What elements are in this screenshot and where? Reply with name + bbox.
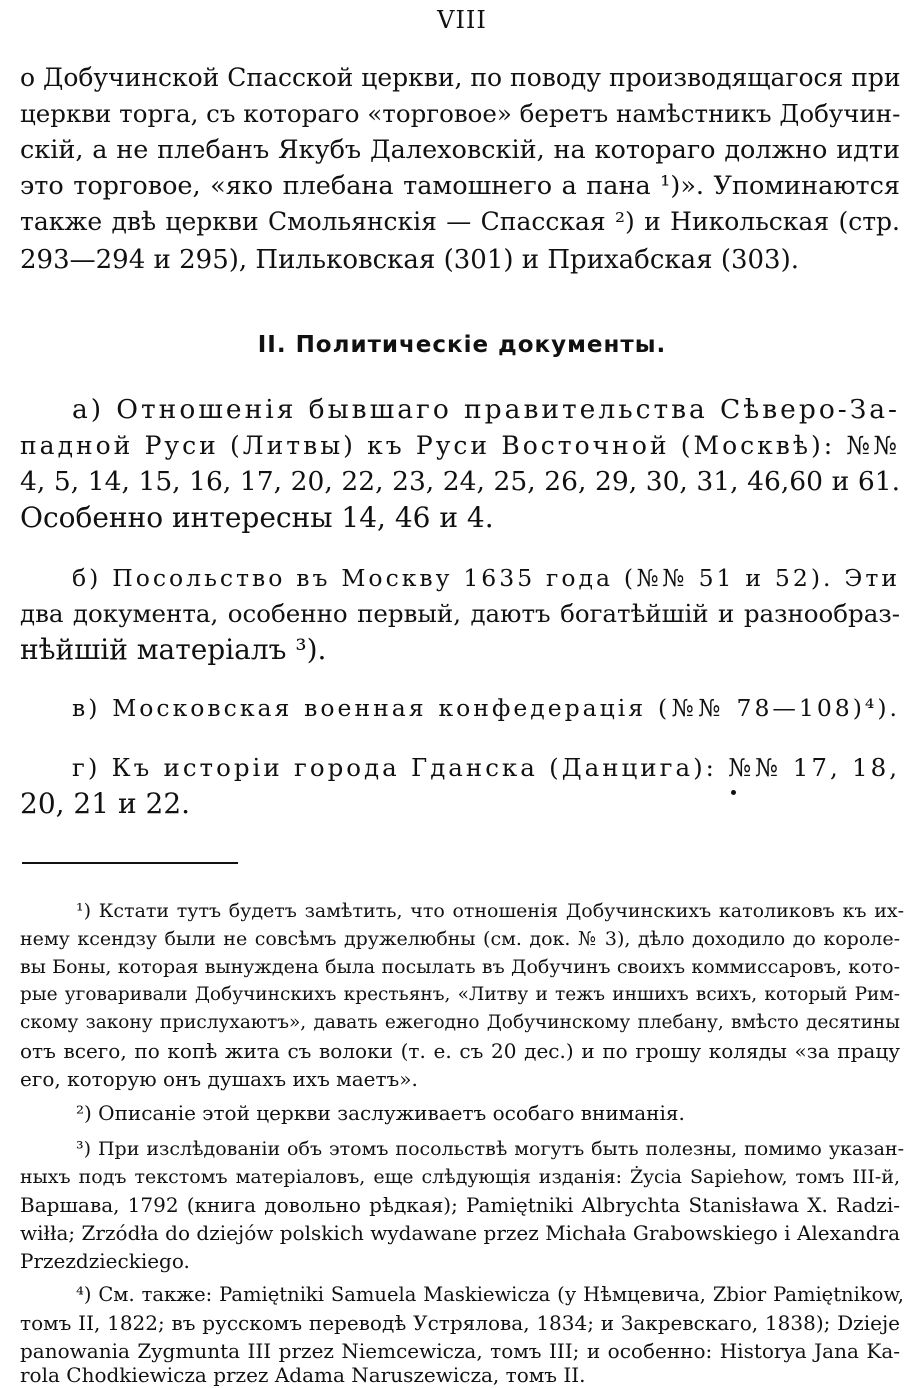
footnote-line: скому закону прислухаютъ», давать ежегодно Добучинскому плебану, вмѣсто десятины (20, 1012, 900, 1033)
footnote-line: wiłła; Zrzódła do dziejów polskich wydawane przez Michała Grabowskiego i Alexandra (20, 1221, 900, 1245)
footnote-line: рые уговаривали Добучинскихъ крестьянъ, «Литву и тежъ иншихъ всихъ, который Рим- (20, 984, 900, 1005)
footnote-line: ²) Описаніе этой церкви заслуживаетъ особаго вниманія. (76, 1101, 685, 1125)
footnote-line: его, которую онъ душахъ ихъ маетъ». (20, 1067, 418, 1091)
paragraph-line: Особенно интересны 14, 46 и 4. (20, 501, 494, 534)
intro-line: церкви торга, съ котораго «торговое» беретъ намѣстникъ Добучин- (20, 99, 901, 128)
paragraph-line: в) Московская военная конфедерація (№№ 78—108)⁴). (72, 694, 900, 722)
intro-line: о Добучинской Спасской церкви, по поводу производящагося при (20, 63, 901, 92)
paragraph-line: а) Отношенія бывшаго правительства Сѣверо-За- (72, 394, 900, 425)
intro-line: это торговое, «яко плебана тамошнего а пана ¹)». Упоминаются (20, 171, 900, 201)
paragraph-line: нѣйшій матеріалъ ³). (20, 633, 327, 666)
paragraph-line: падной Руси (Литвы) къ Руси Восточной (Москвѣ): №№ (20, 431, 900, 460)
footnote-separator (22, 862, 238, 864)
intro-line: скій, а не плебанъ Якубъ Далеховскій, на котораго должно идти (20, 135, 900, 165)
footnote-line: нему ксендзу были не совсѣмъ дружелюбны (см. док. № 3), дѣло доходило до короле- (20, 928, 900, 950)
paragraph-line: два документа, особенно первый, даютъ богатѣйшій и разнообраз- (20, 599, 900, 628)
paragraph-line: 4, 5, 14, 15, 16, 17, 20, 22, 23, 24, 25, 26, 29, 30, 31, 46,60 и 61. (20, 466, 900, 497)
footnote-line: ныхъ подъ текстомъ матеріаловъ, еще слѣдующія изданія: Życia Sapiehow, томъ III-й, (20, 1166, 900, 1188)
footnote-line: rola Chodkiewicza przez Adama Naruszewicza, томъ II. (20, 1363, 586, 1387)
intro-line: также двѣ церкви Смольянскія — Спасская ²) и Никольская (стр. (20, 207, 900, 236)
footnote-line: ³) При изслѣдованіи объ этомъ посольствѣ могутъ быть полезны, помимо указан- (76, 1138, 904, 1160)
paragraph-line: 20, 21 и 22. (20, 787, 191, 820)
footnote-line: ⁴) См. также: Pamiętniki Samuela Maskiewicza (у Нѣмцевича, Zbior Pamiętnikow, (76, 1283, 904, 1306)
footnote-line: Przezdzieckiego. (20, 1249, 190, 1273)
intro-line: 293—294 и 295), Пильковская (301) и Прихабская (303). (20, 245, 799, 275)
footnote-line: томъ II, 1822; въ русскомъ переводѣ Устрялова, 1834; и Закревскаго, 1838); Dzieje (20, 1311, 900, 1335)
page-number: VIII (437, 6, 487, 34)
footnote-line: Варшава, 1792 (книга довольно рѣдкая); Pamiętniki Albrychta Stanisława X. Radzi- (20, 1193, 900, 1217)
paragraph-line: г) Къ исторіи города Гданска (Данцига): №№ 17, 18, (72, 753, 900, 782)
section-heading: II. Политическіе документы. (257, 332, 667, 358)
footnote-line: ¹) Кстати тутъ будетъ замѣтить, что отношенія Добучинскихъ католиковъ къ их- (76, 900, 904, 922)
paragraph-line: б) Посольство въ Москву 1635 года (№№ 51 и 52). Эти (72, 564, 900, 592)
footnote-line: panowania Zygmunta III przez Niemcewicza, томъ III; и особенно: Historya Jana Ka- (20, 1339, 900, 1363)
stray-dot-mark (731, 790, 736, 795)
footnote-line: отъ всего, по копѣ жита съ волоки (т. е. съ 20 дес.) и по грошу коляды «за працу (20, 1039, 900, 1063)
footnote-line: вы Боны, которая вынуждена была посылать въ Добучинъ своихъ коммиссаровъ, кото- (20, 956, 900, 978)
